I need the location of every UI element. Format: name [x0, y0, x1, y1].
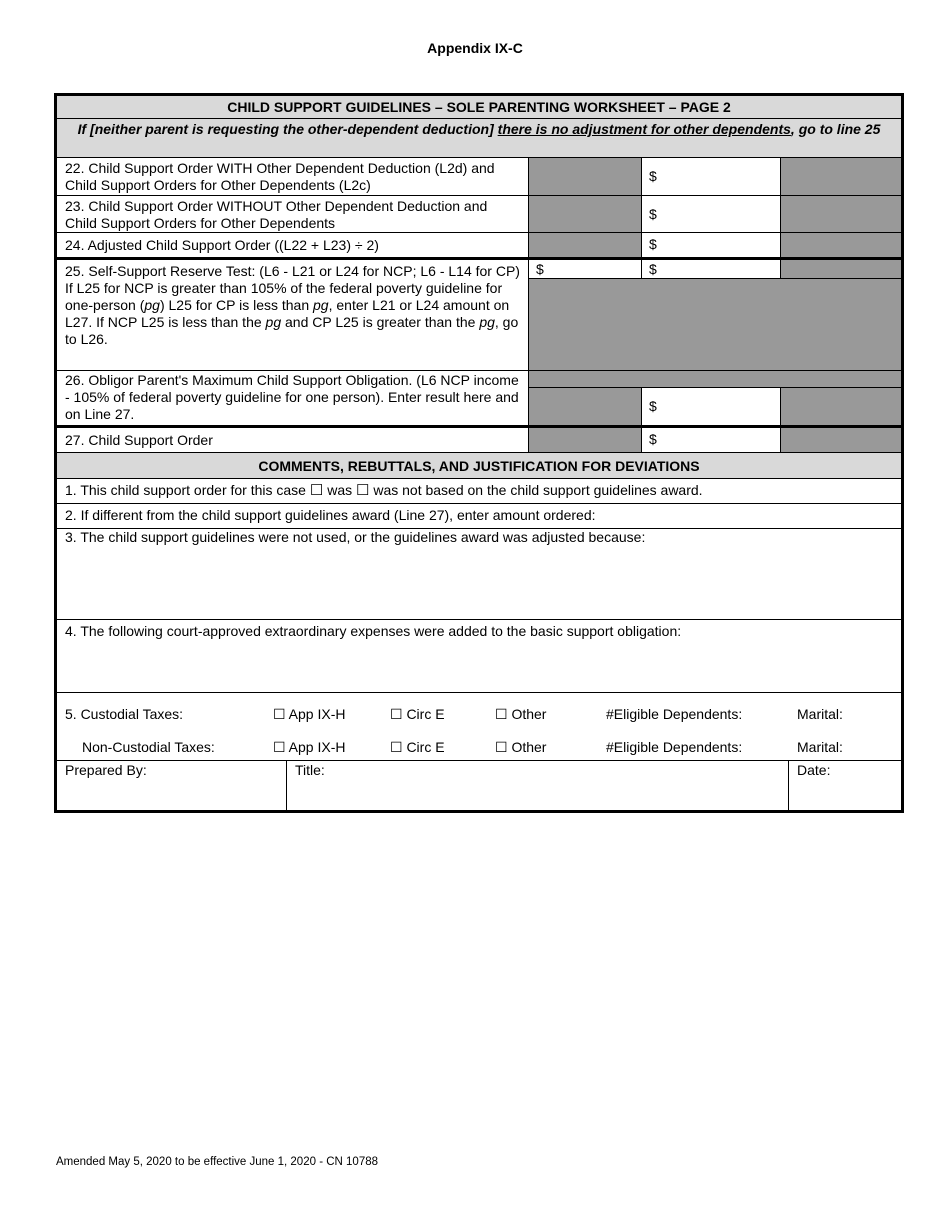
line-23-shaded-right	[781, 196, 901, 232]
line-24-shaded-right	[781, 233, 901, 257]
line-23-amount[interactable]: $	[642, 196, 781, 232]
line-25-text-a: 25. Self-Support Reserve Test: (L6 - L21 or L24 for NCP; L6 - L14 for CP) If L25 for NCP is greater than 105% of the federal poverty guideline for one-person (	[65, 263, 520, 313]
comment-item-3[interactable]: 3. The child support guidelines were not used, or the guidelines award was adjusted because:	[57, 529, 901, 620]
line-24-shaded	[529, 233, 642, 257]
prepared-by-field[interactable]: Prepared By:	[57, 761, 287, 810]
noncustodial-taxes-label: Non-Custodial Taxes:	[82, 739, 215, 755]
line-22-row	[57, 158, 901, 196]
line-25-pg: pg	[313, 297, 329, 313]
custodial-taxes-label: 5. Custodial Taxes:	[65, 706, 184, 722]
line-22-shaded	[529, 158, 642, 195]
line-27-shaded-right	[781, 428, 901, 452]
line-26-amount[interactable]: $	[642, 388, 781, 425]
line-25-row	[57, 260, 901, 371]
line-25-pg: pg	[144, 297, 160, 313]
line-22-shaded-right	[781, 158, 901, 195]
title-field[interactable]: Title:	[287, 761, 789, 810]
comments-title: COMMENTS, REBUTTALS, AND JUSTIFICATION FOR DEVIATIONS	[57, 453, 901, 479]
line-26-shaded-right	[781, 388, 901, 425]
noncustodial-marital-label: Marital:	[797, 739, 843, 755]
line-24-amount[interactable]: $	[642, 233, 781, 257]
line-25-pg: pg	[265, 314, 282, 330]
custodial-circ-e-checkbox[interactable]: ☐ Circ E	[390, 706, 445, 722]
instruction-underlined: there is no adjustment for other dependents	[497, 121, 791, 137]
line-26-label: 26. Obligor Parent's Maximum Child Support Obligation. (L6 NCP income - 105% of federal poverty guideline for one person). Enter result here and on Line 27.	[57, 371, 529, 425]
amendment-footer: Amended May 5, 2020 to be effective June 1, 2020 - CN 10788	[56, 1156, 378, 1168]
line-25-label	[57, 260, 529, 370]
line-24-row	[57, 233, 901, 260]
worksheet-table	[54, 93, 904, 813]
line-24-label: 24. Adjusted Child Support Order ((L22 + L23) ÷ 2)	[57, 233, 529, 257]
appendix-title: Appendix IX-C	[427, 40, 523, 56]
line-26-row	[57, 371, 901, 428]
line-25-pg: pg	[479, 314, 495, 330]
line-23-row	[57, 196, 901, 233]
instruction-pre: If [	[77, 121, 95, 137]
line-25-text-c: , enter L21 or L24 amount on L27. If NCP L25 is less than the	[65, 297, 510, 330]
line-25-ncp-amount[interactable]: $	[529, 260, 642, 279]
line-23-label: 23. Child Support Order WITHOUT Other Dependent Deduction and Child Support Orders for Other Dependents	[57, 196, 529, 232]
item-1-text: 1. This child support order for this case	[65, 482, 310, 498]
comment-item-2: 2. If different from the child support guidelines award (Line 27), enter amount ordered:	[57, 504, 901, 529]
comment-item-1	[57, 479, 901, 504]
line-26-shaded	[529, 388, 642, 425]
custodial-other-checkbox[interactable]: ☐ Other	[495, 706, 547, 722]
line-25-shaded-block	[529, 279, 901, 370]
was-label: was	[323, 482, 356, 498]
was-not-checkbox[interactable]: ☐	[356, 482, 370, 499]
date-field[interactable]: Date:	[797, 762, 831, 778]
line-27-amount[interactable]: $	[642, 428, 781, 452]
comment-item-4[interactable]: 4. The following court-approved extraordinary expenses were added to the basic support obligation:	[57, 620, 901, 693]
line-27-row	[57, 428, 901, 453]
line-26-shaded-top	[529, 371, 901, 388]
noncustodial-circ-e-checkbox[interactable]: ☐ Circ E	[390, 739, 445, 755]
instruction-mid: ]	[489, 121, 498, 137]
signature-row	[57, 761, 901, 810]
line-25-text-d: and CP L25 is greater than the	[281, 314, 480, 330]
line-22-label: 22. Child Support Order WITH Other Dependent Deduction (L2d) and Child Support Orders for Other Dependents (L2c)	[57, 158, 529, 195]
taxes-block	[57, 693, 901, 761]
was-checkbox[interactable]: ☐	[309, 482, 324, 499]
worksheet-title: CHILD SUPPORT GUIDELINES – SOLE PARENTING WORKSHEET – PAGE 2	[57, 96, 901, 119]
instruction-condition: neither parent is requesting the other-dependent deduction	[94, 121, 490, 137]
line-25-shaded-right	[781, 260, 901, 279]
noncustodial-dependents-label: #Eligible Dependents:	[606, 739, 743, 755]
line-23-shaded	[529, 196, 642, 232]
line-22-amount[interactable]: $	[642, 158, 781, 195]
custodial-dependents-label: #Eligible Dependents:	[606, 706, 743, 722]
noncustodial-other-checkbox[interactable]: ☐ Other	[495, 739, 547, 755]
line-27-label: 27. Child Support Order	[57, 428, 529, 452]
line-27-shaded	[529, 428, 642, 452]
custodial-app-ix-h-checkbox[interactable]: ☐ App IX-H	[273, 706, 346, 722]
instruction-row	[57, 119, 901, 158]
line-25-text-e: , go to L26.	[65, 314, 519, 347]
custodial-marital-label: Marital:	[797, 706, 843, 722]
line-25-text-b: ) L25 for CP is less than	[159, 297, 314, 313]
line-25-cp-amount[interactable]: $	[642, 260, 781, 279]
noncustodial-app-ix-h-checkbox[interactable]: ☐ App IX-H	[273, 739, 346, 755]
instruction-post: , go to line 25	[790, 121, 881, 137]
was-not-label: was not based on the child support guidelines award.	[369, 482, 703, 498]
